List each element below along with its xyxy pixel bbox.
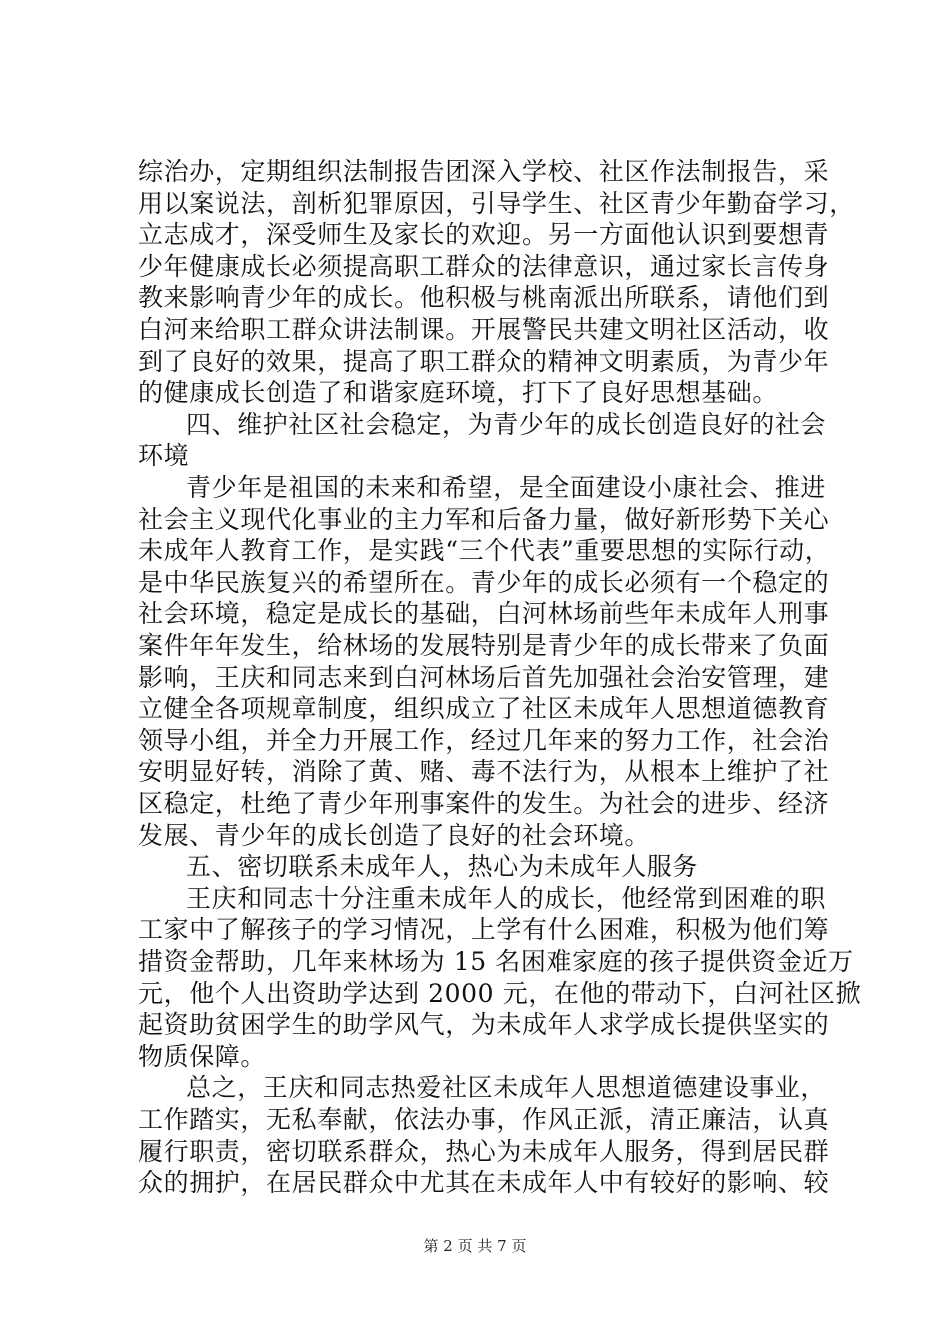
body-text-line: 元，他个人出资助学达到 2000 元，在他的带动下，白河社区掀 [138,978,862,1008]
body-text-line: 工作踏实，无私奉献，依法办事，作风正派，清正廉洁，认真 [138,1105,830,1134]
body-text-line: 社会主义现代化事业的主力军和后备力量，做好新形势下关心 [138,504,830,534]
body-text-line: 措资金帮助，几年来林场为 15 名困难家庭的孩子提供资金近万 [138,947,854,976]
body-text-line: 影响，王庆和同志来到白河林场后首先加强社会治安管理，建 [138,662,830,692]
section-heading: 五、密切联系未成年人，热心为未成年人服务 [186,852,699,882]
body-text-line: 安明显好转，消除了黄、赌、毒不法行为，从根本上维护了社 [138,757,830,787]
body-text-line: 总之，王庆和同志热爱社区未成年人思想道德建设事业， [186,1073,827,1103]
body-text-line: 发展、青少年的成长创造了良好的社会环境。 [138,820,651,850]
body-text-line: 未成年人教育工作，是实践“三个代表”重要思想的实际行动， [138,536,831,566]
body-text-line: 众的拥护，在居民群众中尤其在未成年人中有较好的影响、较 [138,1168,830,1198]
page-number-footer: 第 2 页 共 7 页 [423,1237,527,1255]
body-text-line: 到了良好的效果，提高了职工群众的精神文明素质，为青少年 [138,346,830,376]
body-text-line: 的健康成长创造了和谐家庭环境，打下了良好思想基础。 [138,378,779,408]
body-text-line: 物质保障。 [138,1041,267,1071]
body-text-line: 综治办，定期组织法制报告团深入学校、社区作法制报告，采 [138,157,830,186]
body-text-line: 工家中了解孩子的学习情况，上学有什么困难，积极为他们筹 [138,915,830,945]
body-text-line: 履行职责，密切联系群众，热心为未成年人服务，得到居民群 [138,1136,830,1166]
body-text-line: 立健全各项规章制度，组织成立了社区未成年人思想道德教育 [138,694,830,724]
body-text-line: 立志成才，深受师生及家长的欢迎。另一方面他认识到要想青 [138,220,830,250]
body-text-line: 区稳定，杜绝了青少年刑事案件的发生。为社会的进步、经济 [138,789,830,818]
body-text-line: 白河来给职工群众讲法制课。开展警民共建文明社区活动，收 [138,315,830,344]
body-text-line: 领导小组，并全力开展工作，经过几年来的努力工作，社会治 [138,725,830,755]
body-text-line: 社会环境，稳定是成长的基础，白河林场前些年未成年人刑事 [138,599,830,629]
body-text-line: 少年健康成长必须提高职工群众的法律意识，通过家长言传身 [138,251,830,281]
body-text-line: 青少年是祖国的未来和希望，是全面建设小康社会、推进 [186,473,827,502]
body-text-line: 用以案说法，剖析犯罪原因，引导学生、社区青少年勤奋学习， [138,188,855,218]
body-text-line: 起资助贫困学生的助学风气，为未成年人求学成长提供坚实的 [138,1010,830,1040]
body-text-line: 案件年年发生，给林场的发展特别是青少年的成长带来了负面 [138,631,830,660]
body-text-line: 王庆和同志十分注重未成年人的成长，他经常到困难的职 [186,883,827,913]
section-heading: 四、维护社区社会稳定，为青少年的成长创造良好的社会 [186,409,827,439]
body-text-line: 教来影响青少年的成长。他积极与桃南派出所联系，请他们到 [138,283,830,313]
section-heading-continued: 环境 [138,441,190,471]
body-text-line: 是中华民族复兴的希望所在。青少年的成长必须有一个稳定的 [138,567,830,597]
